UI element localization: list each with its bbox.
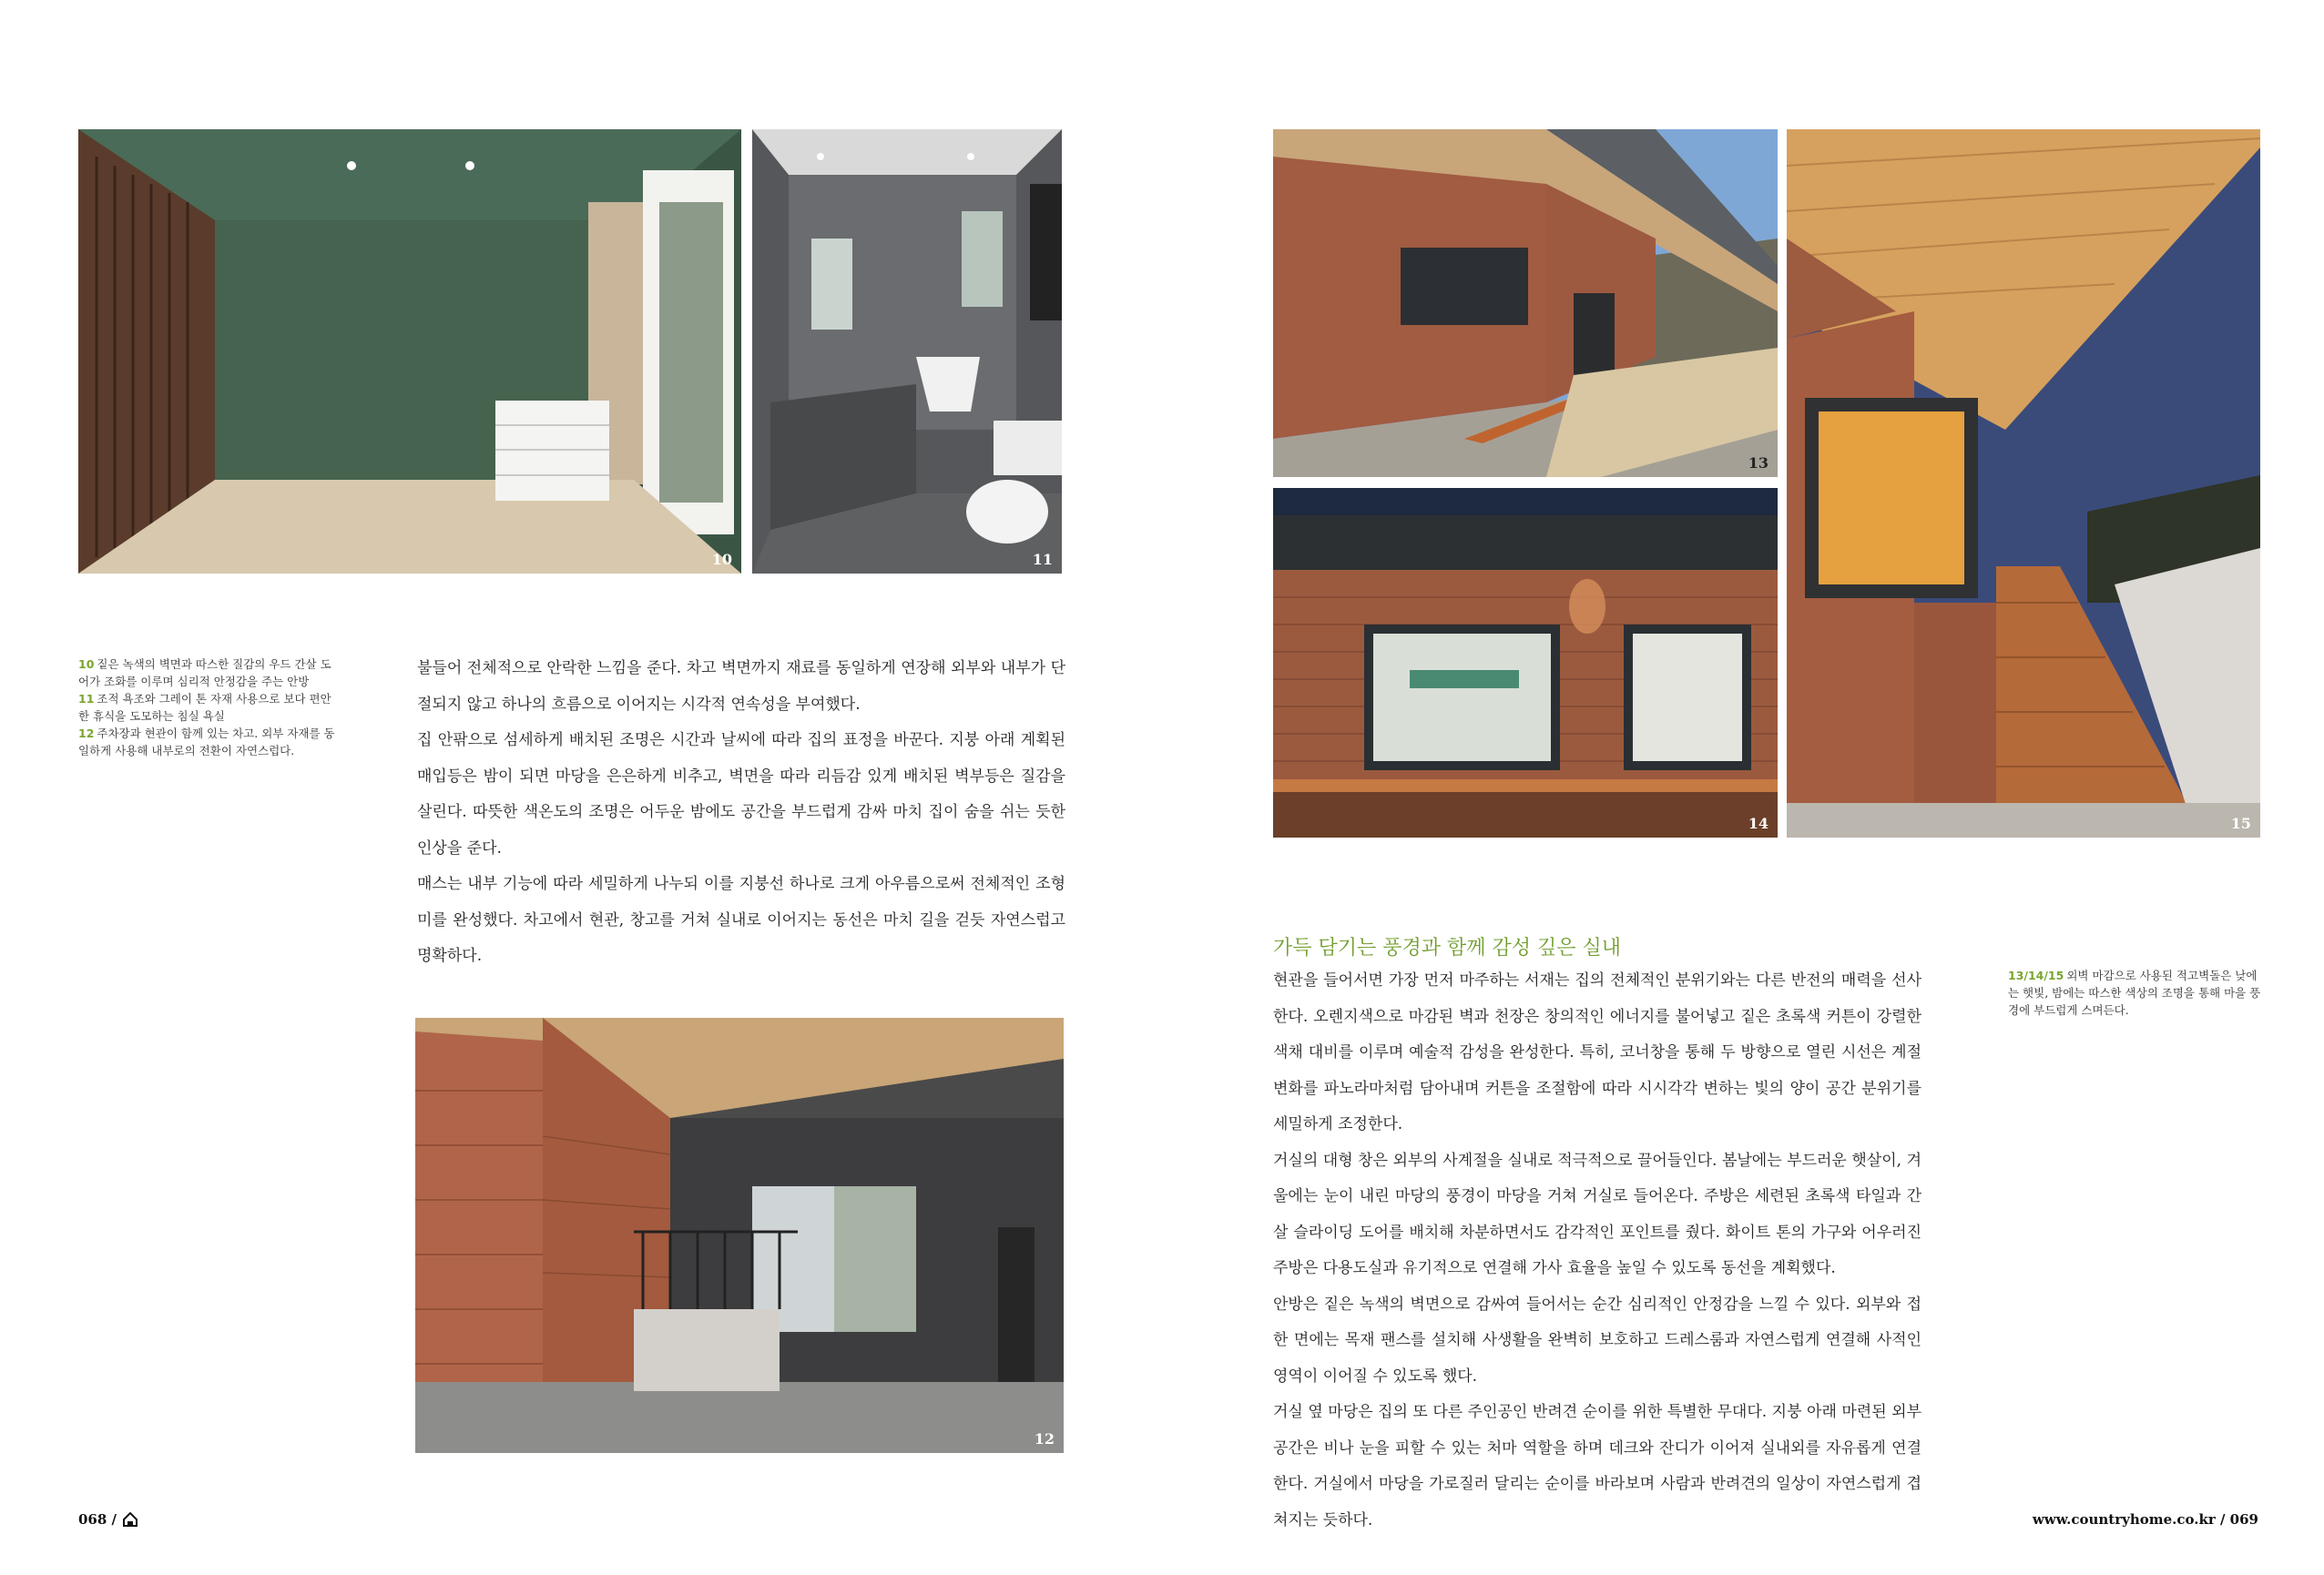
- folio-right: www.countryhome.co.kr / 069: [2032, 1511, 2258, 1528]
- paragraph: 거실의 대형 창은 외부의 사계절을 실내로 적극적으로 끌어들인다. 봄날에는 부드러운 햇살이, 겨울에는 눈이 내린 마당의 풍경이 마당을 거쳐 거실로 들어온다. 주방은 세련된 초록색 타일과 간살 슬라이딩 도어를 배치해 차분하면서도 감각적인 포인트를 줬다. 화이트 톤의 가구와 어우러진 주방은 다용도실과 유기적으로 연결해 가사 효율을 높일 수 있도록 동선을 계획했다.: [1273, 1151, 1921, 1277]
- paragraph: 집 안팎으로 섬세하게 배치된 조명은 시간과 날씨에 따라 집의 표정을 바꾼다. 지붕 아래 계획된 매입등은 밤이 되면 마당을 은은하게 비추고, 벽면을 따라 리듬감 있게 배치된 벽부등은 질감을 살린다. 따뜻한 색온도의 조명은 어두운 밤에도 공간을 부드럽게 감싸 마치 집이 숨을 쉬는 듯한 인상을 준다.: [417, 731, 1065, 858]
- photo-13-exterior-day: [1273, 129, 1778, 477]
- photo-10-bedroom: [78, 129, 741, 574]
- photo-number: 12: [1034, 1430, 1055, 1448]
- photo-number: 10: [711, 551, 732, 568]
- folio-left: [78, 1511, 138, 1528]
- page-number-left: 068 /: [78, 1511, 117, 1528]
- caption-13-14-15: 13/14/15 외벽 마감으로 사용된 적고벽돌은 낮에는 햇빛, 밤에는 따스한 색상의 조명을 통해 마을 풍경에 부드럽게 스며든다.: [2008, 969, 2261, 1017]
- photo-number: 13: [1748, 454, 1768, 472]
- body-text-right: [1273, 963, 1921, 1539]
- house-icon: [122, 1511, 138, 1528]
- caption-10: 10 짙은 녹색의 벽면과 따스한 질감의 우드 간살 도어가 조화를 이루며 심리적 안정감을 주는 안방: [78, 657, 331, 688]
- caption-11: 11 조적 욕조와 그레이 톤 자재 사용으로 보다 편안한 휴식을 도모하는 침실 욕실: [78, 692, 331, 723]
- paragraph: 안방은 짙은 녹색의 벽면으로 감싸여 들어서는 순간 심리적인 안정감을 느낄 수 있다. 외부와 접한 면에는 목재 팬스를 설치해 사생활을 완벽히 보호하고 드레스룸과 자연스럽게 연결해 사적인 영역이 이어질 수 있도록 했다.: [1273, 1295, 1921, 1386]
- body-text-left: [417, 651, 1065, 975]
- photo-number: 11: [1032, 551, 1053, 568]
- paragraph: 매스는 내부 기능에 따라 세밀하게 나누되 이를 지붕선 하나로 크게 아우름으로써 전체적인 조형미를 완성했다. 차고에서 현관, 창고를 거쳐 실내로 이어지는 동선은 마치 길을 걷듯 자연스럽고 명확하다.: [417, 875, 1065, 965]
- photo-number: 15: [2230, 815, 2251, 832]
- photo-14-exterior-night: [1273, 488, 1778, 838]
- caption-block-left: [78, 655, 338, 759]
- photo-12-garage: [415, 1018, 1064, 1453]
- paragraph: 현관을 들어서면 가장 먼저 마주하는 서재는 집의 전체적인 분위기와는 다른 반전의 매력을 선사한다. 오렌지색으로 마감된 벽과 천장은 창의적인 에너지를 불어넣고 짙은 초록색 커튼이 강렬한 색채 대비를 이루며 예술적 감성을 완성한다. 특히, 코너창을 통해 두 방향으로 열린 시선은 계절 변화를 파노라마처럼 담아내며 커튼을 조절함에 따라 시시각각 변하는 빛의 양이 공간 분위기를 세밀하게 조정한다.: [1273, 971, 1921, 1133]
- paragraph: 거실 옆 마당은 집의 또 다른 주인공인 반려견 순이를 위한 특별한 무대다. 지붕 아래 마련된 외부 공간은 비나 눈을 피할 수 있는 처마 역할을 하며 데크와 잔디가 이어져 실내외를 자유롭게 연결한다. 거실에서 마당을 가로질러 달리는 순이를 바라보며 사람과 반려견의 일상이 자연스럽게 겹쳐지는 듯하다.: [1273, 1403, 1921, 1529]
- photo-15-corner-dusk: [1787, 129, 2260, 838]
- photo-number: 14: [1748, 815, 1768, 832]
- photo-11-bathroom: [752, 129, 1062, 574]
- caption-12: 12 주차장과 현관이 함께 있는 차고. 외부 자재를 동일하게 사용해 내부로의 전환이 자연스럽다.: [78, 727, 335, 757]
- paragraph: 불들어 전체적으로 안락한 느낌을 준다. 차고 벽면까지 재료를 동일하게 연장해 외부와 내부가 단절되지 않고 하나의 흐름으로 이어지는 시각적 연속성을 부여했다.: [417, 659, 1065, 714]
- section-subhead: 가득 담기는 풍경과 함께 감성 깊은 실내: [1273, 937, 1621, 960]
